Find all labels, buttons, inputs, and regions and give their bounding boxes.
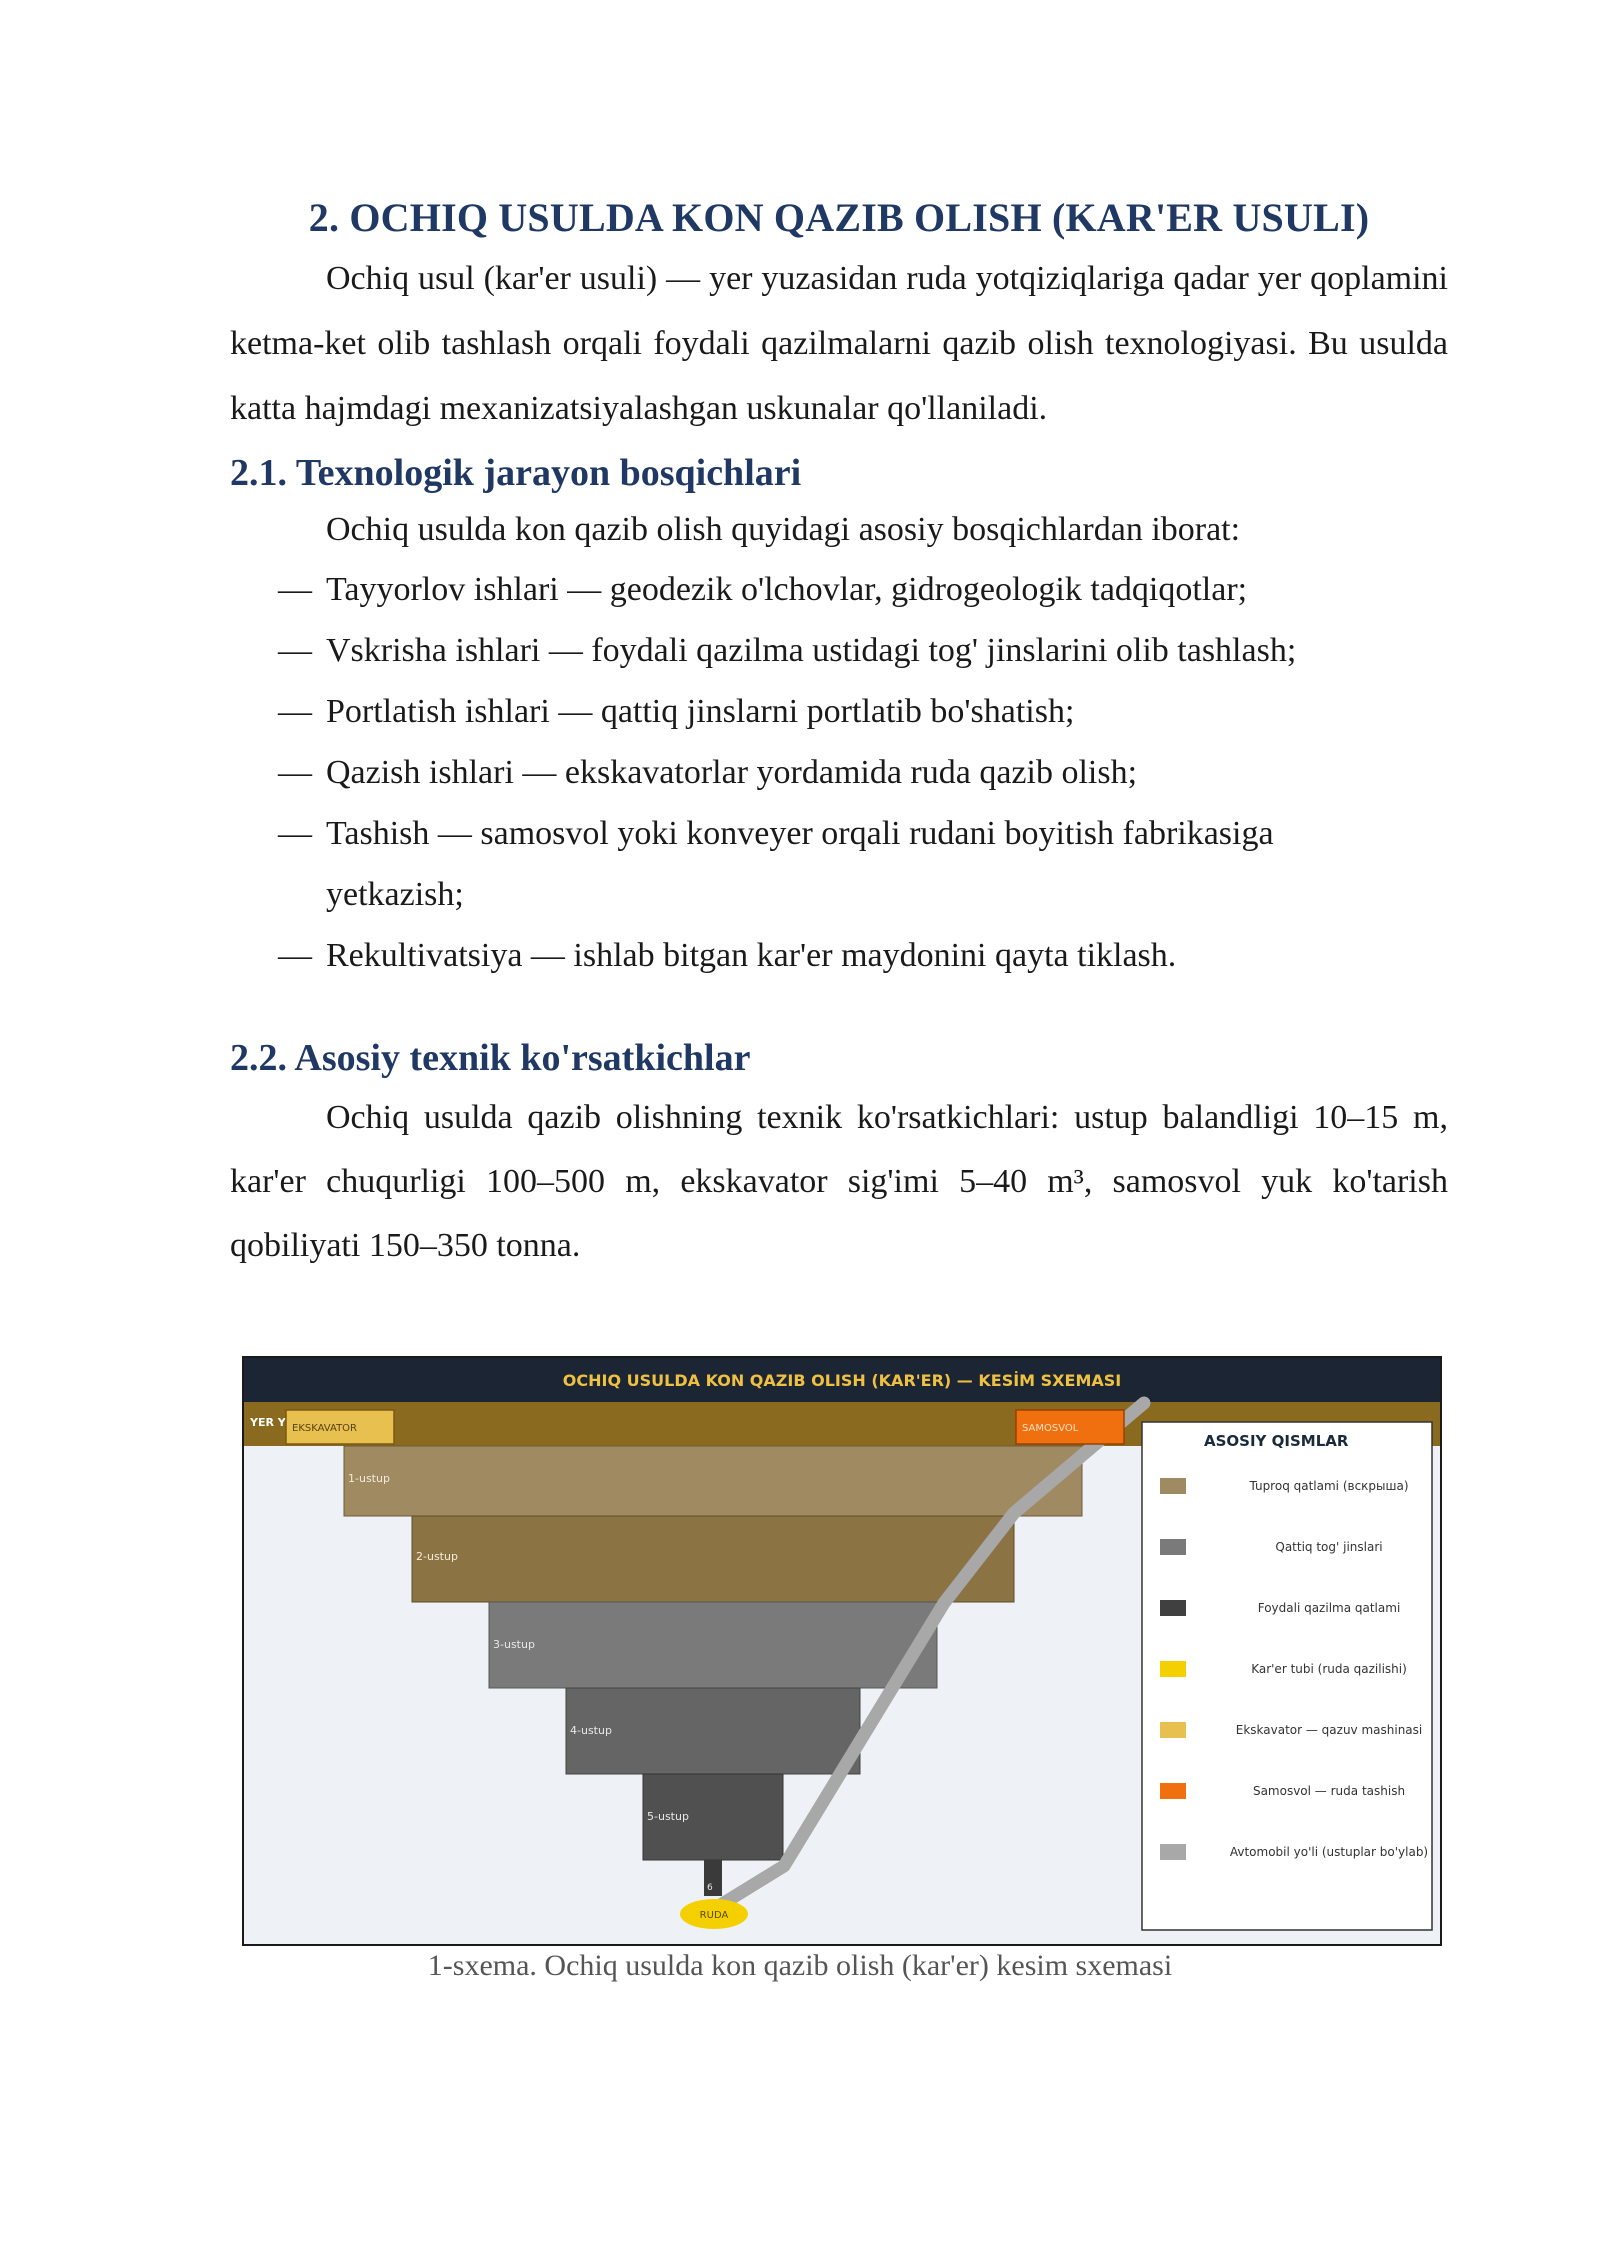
legend-swatch: [1160, 1478, 1186, 1494]
legend-label: Samosvol — ruda tashish: [1252, 1784, 1406, 1798]
excavator-label: EKSKAVATOR: [292, 1423, 357, 1434]
section-paragraph-2-2: Ochiq usulda qazib olishning texnik ko'rsatkichlari: ustup balandligi 10–15 m, kar'er chuqurligi 100–500 m, ekskavator sig'imi 5–40 m³, samosvol yuk ko'tarish qobiliyati 150–350 tonna.: [230, 1099, 1448, 1264]
legend-swatch: [1160, 1600, 1186, 1616]
legend-label: Tuproq qatlami (вскрыша): [1249, 1479, 1409, 1493]
list-item: — Qazish ishlari — ekskavatorlar yordamida ruda qazib olish;: [278, 754, 1138, 791]
list-item: — Portlatish ishlari — qattiq jinslarni portlatib bo'shatish;: [278, 693, 1075, 730]
diagram-title: OCHIQ USULDA KON QAZIB OLISH (KAR'ER) — KESİM SXEMASI: [562, 1371, 1122, 1390]
figure-caption: 1-sxema. Ochiq usulda kon qazib olish (kar'er) kesim sxemasi: [427, 1949, 1173, 1982]
ore-label: RUDA: [699, 1910, 729, 1921]
bench-label-1: 1-ustup: [348, 1472, 390, 1485]
bench-2: [412, 1516, 1014, 1602]
legend: [1142, 1422, 1432, 1930]
legend-label: Qattiq tog' jinslari: [1275, 1540, 1383, 1554]
diagram-svg: [244, 1358, 1440, 1944]
truck-label: SAMOSVOL: [1022, 1423, 1079, 1434]
list-item: — Rekultivatsiya — ishlab bitgan kar'er maydonini qayta tiklash.: [278, 937, 1177, 974]
bench-3: [489, 1602, 937, 1688]
legend-label: Ekskavator — qazuv mashinasi: [1235, 1723, 1423, 1737]
legend-swatch: [1160, 1783, 1186, 1799]
legend-title: ASOSIY QISMLAR: [1204, 1432, 1349, 1450]
list-item: — Tashish — samosvol yoki konveyer orqali rudani boyitish fabrikasiga yetkazish;: [278, 815, 1274, 913]
legend-swatch: [1160, 1539, 1186, 1555]
legend-label: Avtomobil yo'li (ustuplar bo'ylab): [1229, 1845, 1429, 1859]
surface-label: YER Y: [250, 1416, 286, 1429]
page-title: 2. OCHIQ USULDA KON QAZIB OLISH (KAR'ER USULI): [308, 195, 1370, 240]
bench-label-3: 3-ustup: [493, 1638, 535, 1651]
bench-label-4: 4-ustup: [570, 1724, 612, 1737]
section-heading-2-2: 2.2. Asosiy texnik ko'rsatkichlar: [230, 1037, 751, 1079]
open-pit-diagram: [242, 1356, 1442, 1946]
list-item: — Tayyorlov ishlari — geodezik o'lchovlar, gidrogeologik tadqiqotlar;: [278, 571, 1248, 608]
legend-label: Kar'er tubi (ruda qazilishi): [1251, 1662, 1407, 1676]
document-content: [230, 190, 1448, 1278]
bench-label-6: 6: [707, 1883, 713, 1893]
section-intro-2-1: Ochiq usulda kon qazib olish quyidagi asosiy bosqichlardan iborat:: [326, 511, 1241, 548]
section-heading-2-1: 2.1. Texnologik jarayon bosqichlari: [230, 452, 802, 494]
intro-paragraph: Ochiq usul (kar'er usuli) — yer yuzasidan ruda yotqiziqlariga qadar yer qoplamini ketma-ket olib tashlash orqali foydali qazilmalarni qazib olish texnologiyasi. Bu usulda katta hajmdagi mexanizatsiyalashgan uskunalar qo'llaniladi.: [230, 260, 1448, 427]
bench-label-2: 2-ustup: [416, 1550, 458, 1563]
legend-swatch: [1160, 1722, 1186, 1738]
legend-swatch: [1160, 1844, 1186, 1860]
list-item: — Vskrisha ishlari — foydali qazilma ustidagi tog' jinslarini olib tashlash;: [278, 632, 1297, 669]
bench-1: [344, 1446, 1082, 1516]
legend-swatch: [1160, 1661, 1186, 1677]
steps-list: [230, 559, 1448, 986]
bench-label-5: 5-ustup: [647, 1810, 689, 1823]
legend-label: Foydali qazilma qatlami: [1257, 1601, 1401, 1615]
